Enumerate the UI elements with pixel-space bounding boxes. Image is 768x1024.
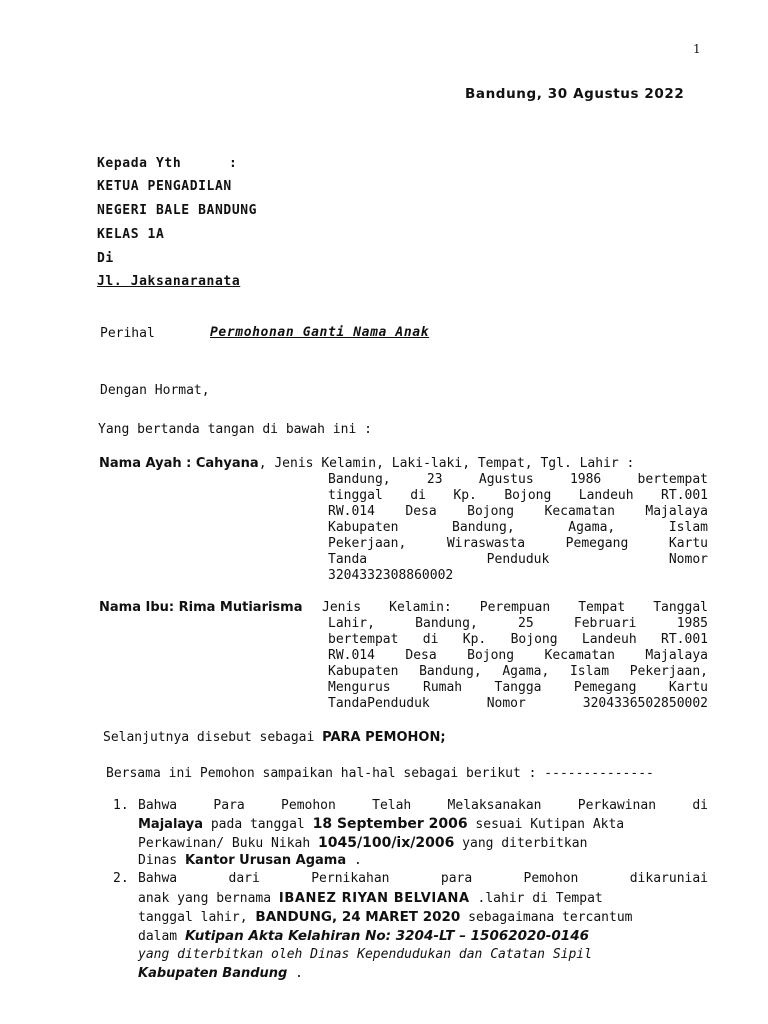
- address-colon: :: [229, 156, 237, 171]
- item-2-line-2: [138, 889, 603, 909]
- item-1-text: sesuai Kutipan Akta: [467, 817, 625, 832]
- item-1-line-1: Bahwa Para Pemohon Telah Melaksanakan Perkawinan di: [138, 798, 708, 813]
- item-2-line-6: [138, 964, 303, 984]
- item-1-tail: .: [346, 853, 362, 868]
- ibu-line-2: Lahir, Bandung, 25 Februari 1985: [328, 616, 708, 631]
- ayah-line-1: [99, 456, 634, 472]
- perihal-value: Permohonan Ganti Nama Anak: [210, 325, 430, 340]
- item-2-line-1: Bahwa dari Pernikahan para Pemohon dikaruniai: [138, 871, 708, 886]
- page-number: 1: [693, 42, 701, 56]
- address-line-3: KELAS 1A: [97, 227, 165, 242]
- item-1-place: Majalaya: [138, 817, 204, 832]
- item-2-line-3: [138, 907, 632, 928]
- ayah-line-4: RW.014 Desa Bojong Kecamatan Majalaya: [328, 504, 708, 519]
- ibu-line-3: bertempat di Kp. Bojong Landeuh RT.001: [328, 632, 708, 647]
- selanjutnya-line: [103, 730, 446, 745]
- address-line-1: KETUA PENGADILAN: [97, 179, 232, 194]
- ibu-line-4: RW.014 Desa Bojong Kecamatan Majalaya: [328, 648, 708, 663]
- item-2-line-5: yang diterbitkan oleh Dinas Kependudukan dan Catatan Sipil: [138, 947, 592, 962]
- ayah-line-2: Bandung, 23 Agustus 1986 bertempat: [328, 472, 708, 487]
- item-number: 2.: [113, 871, 129, 886]
- bersama-line: Bersama ini Pemohon sampaikan hal-hal sebagai berikut : --------------: [106, 766, 654, 781]
- selanjutnya-text: Selanjutnya disebut sebagai: [103, 730, 323, 745]
- item-1-office: Kantor Urusan Agama: [184, 853, 347, 868]
- item-1-text: yang diterbitkan: [454, 836, 588, 851]
- ibu-line-1: Jenis Kelamin: Perempuan Tempat Tanggal: [322, 600, 708, 615]
- ayah-line-7: Tanda Penduduk Nomor: [328, 552, 708, 567]
- ayah-line-3: tinggal di Kp. Bojong Landeuh RT.001: [328, 488, 708, 503]
- ayah-line-5: Kabupaten Bandung, Agama, Islam: [328, 520, 708, 535]
- item-2-kabupaten: Kabupaten Bandung: [138, 966, 288, 981]
- item-2-birth: BANDUNG, 24 MARET 2020: [255, 909, 461, 925]
- ayah-text-1: , Jenis Kelamin, Laki-laki, Tempat, Tgl. Lahir :: [258, 456, 635, 471]
- item-2-text: dalam: [138, 929, 185, 944]
- ibu-label: Nama Ibu: Rima Mutiarisma: [99, 600, 303, 615]
- item-2-tail: .: [287, 966, 304, 981]
- item-2-child-name: IBANEZ RIYAN BELVIANA: [278, 891, 470, 906]
- address-line-4: Di: [97, 251, 114, 266]
- perihal-label: Perihal: [100, 326, 155, 341]
- item-2-text: anak yang bernama: [138, 891, 279, 906]
- ibu-line-7: TandaPenduduk Nomor 3204336502850002: [328, 696, 708, 711]
- ibu-line-6: Mengurus Rumah Tangga Pemegang Kartu: [328, 680, 708, 695]
- ayah-line-8: 3204332308860002: [328, 568, 454, 583]
- item-number: 1.: [113, 798, 129, 813]
- date-line: Bandung, 30 Agustus 2022: [465, 86, 685, 102]
- address-line-2: NEGERI BALE BANDUNG: [97, 203, 258, 218]
- item-1-line-4: [138, 851, 362, 871]
- item-1-nikah-number: 1045/100/ix/2006: [318, 835, 455, 851]
- ayah-label: Nama Ayah : Cahyana: [99, 456, 259, 471]
- item-1-text: Perkawinan/ Buku Nikah: [138, 836, 319, 851]
- kepada-text: Kepada Yth: [97, 156, 182, 171]
- intro-text: Yang bertanda tangan di bawah ini :: [98, 422, 372, 437]
- item-1-text: Dinas: [138, 853, 185, 868]
- item-2-akta: Kutipan Akta Kelahiran No: 3204-LT – 15062020-0146: [184, 928, 589, 944]
- para-pemohon: PARA PEMOHON;: [322, 730, 446, 745]
- item-2-text: tanggal lahir,: [138, 910, 256, 925]
- item-2-text: .lahir di Tempat: [469, 891, 603, 906]
- ayah-line-6: Pekerjaan, Wiraswasta Pemegang Kartu: [328, 536, 708, 551]
- item-1-text: pada tanggal: [203, 817, 313, 832]
- item-1-date: 18 September 2006: [312, 816, 468, 832]
- ibu-line-5: Kabupaten Bandung, Agama, Islam Pekerjaan,: [328, 664, 708, 679]
- address-line-5: Jl. Jaksanaranata: [97, 274, 241, 289]
- address-kepada: [97, 156, 181, 171]
- item-1-line-2: [138, 814, 708, 835]
- item-2-line-4: [138, 926, 589, 947]
- salutation: Dengan Hormat,: [100, 383, 210, 398]
- item-2-text: sebagaimana tercantum: [460, 910, 633, 925]
